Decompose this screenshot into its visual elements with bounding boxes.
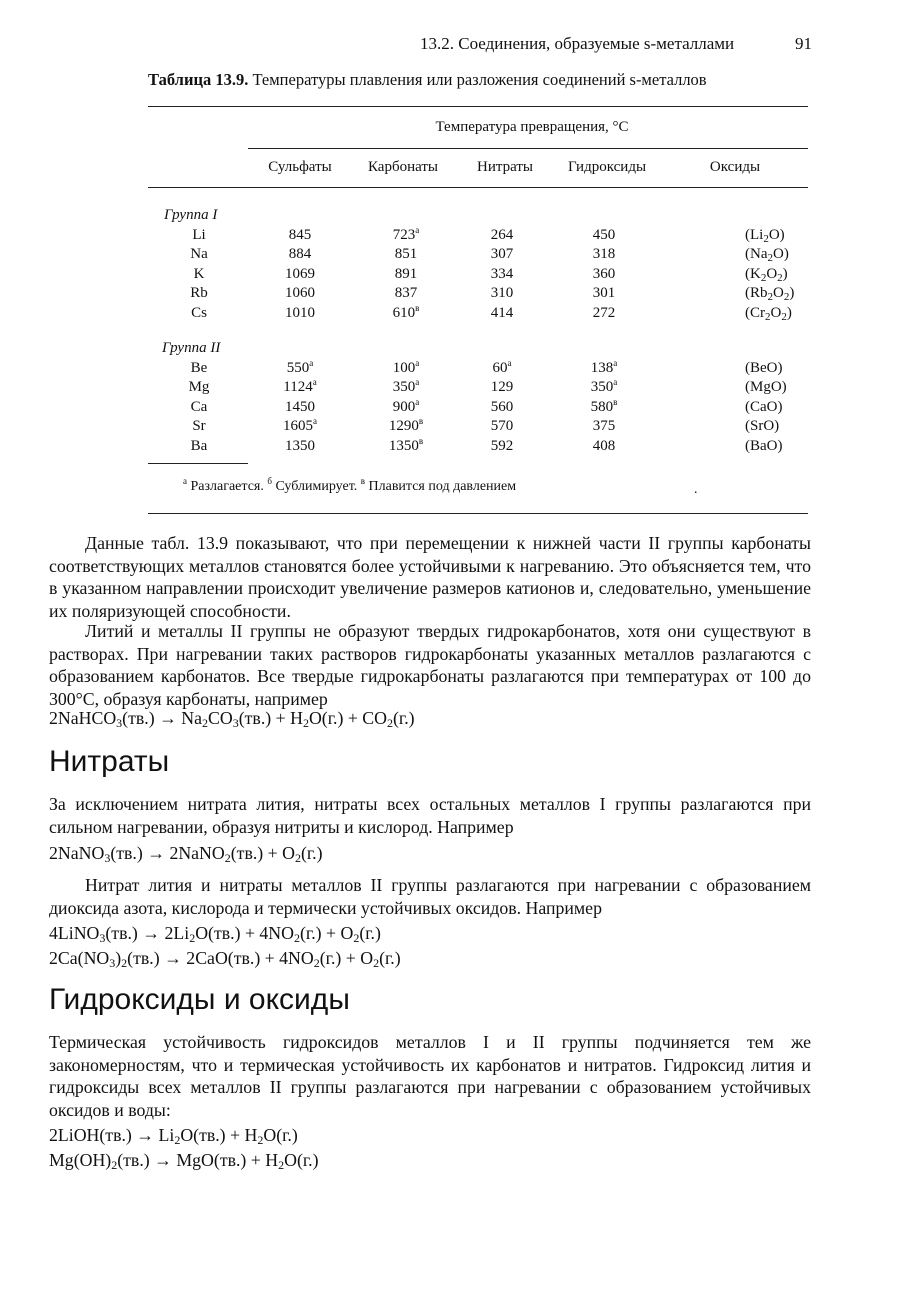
footnote-mark: а: [415, 396, 420, 407]
formula-part: (Li: [745, 226, 764, 243]
oxide-formula: [745, 398, 783, 416]
value-cell: [393, 359, 420, 377]
value-cell: [283, 378, 316, 396]
value-cell: [593, 417, 616, 435]
subscript: 2: [760, 271, 767, 284]
equation-part: O(г.): [263, 1125, 298, 1145]
oxide-formula: [745, 304, 792, 322]
subscript: 2: [767, 252, 773, 264]
equation-part: (г.): [379, 948, 401, 968]
equation: [49, 923, 381, 944]
footnote-mark: а: [312, 377, 317, 387]
paragraph-text: За исключением нитрата лития, нитраты всех остальных металлов I группы разлагаются при сильном нагревании, образуя нитриты и кислород. Например: [49, 794, 811, 837]
formula-part: O): [773, 246, 789, 262]
formula-part: ): [786, 304, 792, 321]
formula-part: (K: [745, 265, 761, 282]
equation-part: (тв.) → 2CaO(тв.) + 4NO: [127, 948, 314, 968]
element-symbol: Li: [192, 226, 206, 243]
subscript: 2: [387, 716, 393, 730]
footnote-mark-a: а: [183, 476, 187, 486]
subscript: 2: [111, 1158, 118, 1172]
value-cell: [491, 245, 514, 263]
formula-part: (Na: [745, 246, 768, 262]
column-header: Гидроксиды: [567, 159, 647, 175]
footnote-mark: а: [415, 377, 420, 387]
formula-part: O: [773, 285, 784, 301]
footnote-mark: в: [613, 396, 618, 407]
subscript: 2: [302, 716, 309, 730]
value: 375: [592, 418, 616, 434]
equation: [49, 708, 415, 729]
equation-part: (г.): [300, 843, 323, 863]
value: 592: [490, 437, 514, 454]
value: 307: [490, 246, 514, 262]
element-symbol: Mg: [188, 379, 210, 395]
value: 610: [392, 304, 416, 321]
table-header-rule: [148, 187, 808, 188]
subscript: 2: [313, 956, 320, 970]
equation-part: (тв.) → 2Li: [105, 923, 190, 943]
footnote-mark: а: [613, 357, 618, 368]
value-cell: [393, 378, 420, 396]
value-cell: [591, 378, 618, 396]
value-cell: [389, 437, 423, 455]
footnote-mark: а: [613, 377, 618, 387]
footnote-a: Разлагается.: [187, 479, 268, 494]
subscript: 2: [767, 291, 773, 303]
heading-nitrates: Нитраты: [49, 745, 170, 778]
footnote-mark: а: [507, 357, 512, 368]
value: 837: [394, 285, 418, 301]
column-header: Карбонаты: [367, 159, 439, 175]
value-cell: [593, 226, 616, 244]
value-cell: [593, 304, 616, 322]
value: 550: [286, 359, 310, 376]
subscript: 2: [174, 1133, 181, 1147]
equation-part: O(г.) + CO: [308, 708, 387, 728]
table-caption: [148, 70, 808, 90]
subscript: 2: [294, 851, 301, 865]
element-symbol: Be: [190, 359, 208, 376]
element-symbol: Na: [190, 246, 208, 262]
value: 1605: [283, 418, 313, 434]
value-cell: [491, 417, 514, 435]
subscript: 3: [116, 716, 123, 730]
table-subheader-rule: [248, 148, 808, 149]
footnote-b: Сублимирует.: [271, 479, 361, 494]
oxide-formula: [745, 226, 785, 244]
element-symbol: Ba: [190, 437, 208, 454]
value: 450: [592, 226, 616, 243]
equation-part: (тв.) → Na: [122, 708, 203, 728]
value: 360: [592, 265, 616, 282]
equation-part: (тв.) + H: [238, 708, 303, 728]
value: 570: [490, 418, 514, 434]
formula-part: (Rb: [745, 285, 768, 301]
paragraph: [49, 874, 811, 919]
equation-part: (тв.) → 2NaNO: [110, 843, 225, 863]
footnote-mark-c: в: [360, 476, 366, 486]
footnote-mark: в: [418, 416, 424, 426]
value-cell: [593, 437, 616, 455]
running-header: [420, 34, 812, 58]
value-cell: [591, 359, 618, 377]
formula-part: (BeO): [745, 359, 783, 376]
value: 350: [590, 379, 614, 395]
formula-part: (SrO): [745, 418, 780, 434]
table-super-header: Температура превращения, °C: [435, 119, 629, 135]
value: 1290: [388, 418, 419, 434]
value-cell: [491, 226, 514, 244]
equation-part: 4LiNO: [49, 923, 100, 943]
column-header: Сульфаты: [268, 159, 332, 175]
subscript: 3: [99, 931, 106, 945]
value-cell: [593, 284, 616, 302]
equation-part: (г.) + O: [300, 923, 354, 943]
value-cell: [491, 378, 514, 396]
value: 350: [392, 379, 416, 395]
value: 60: [492, 359, 508, 376]
subscript: 2: [294, 931, 300, 945]
value-cell: [493, 359, 512, 377]
value: 884: [288, 246, 312, 262]
value: 129: [490, 379, 514, 395]
value: 851: [394, 246, 418, 262]
equation-part: O(тв.) + H: [180, 1125, 258, 1145]
element-symbol: Cs: [191, 304, 207, 321]
paragraph-text: Нитрат лития и нитраты металлов II группы разлагаются при нагревании с образованием диоксида азота, кислорода и термически устойчивых оксидов. Например: [49, 875, 811, 918]
value-cell: [395, 245, 418, 263]
equation-part: CO: [208, 708, 233, 728]
paragraph-text: Термическая устойчивость гидроксидов металлов I и II группы подчиняется тем же закономерностям, что и термическая устойчивость их карбонатов и нитратов. Гидроксид лития и гидроксиды всех металлов II группы разлагаются при нагревании с образованием устойчивых оксидов и воды:: [49, 1032, 811, 1120]
value: 1350: [285, 437, 315, 454]
oxide-formula: [745, 437, 783, 455]
formula-part: ): [782, 265, 788, 282]
equation: [49, 1125, 298, 1146]
value: 138: [590, 359, 614, 376]
paragraph: [49, 620, 811, 710]
value-cell: [491, 304, 514, 322]
column-header: Нитраты: [476, 159, 534, 175]
value: 100: [392, 359, 416, 376]
equation-part: O(г.): [284, 1150, 319, 1170]
table-footnote: [183, 476, 517, 495]
element-symbol: Ca: [190, 398, 208, 415]
paragraph-text: Данные табл. 13.9 показывают, что при перемещении к нижней части II группы карбонаты соответствующих металлов становятся более устойчивыми к нагреванию. Это объясняется тем, что в указанном направлении происходит увеличение размеров катионов и, следовательно, уменьшение их поляризующей способности.: [49, 533, 811, 621]
value: 891: [394, 265, 418, 282]
table-bottom-rule: [148, 513, 808, 514]
formula-part: ): [789, 285, 795, 301]
oxide-formula: [745, 265, 788, 283]
value-cell: [491, 284, 514, 302]
footnote-mark: а: [415, 357, 420, 368]
oxide-formula: [745, 378, 787, 396]
subscript: 2: [781, 310, 787, 323]
table-caption-text: Температуры плавления или разложения соединений s-металлов: [248, 70, 707, 89]
subscript: 2: [783, 291, 790, 303]
footnote-mark: в: [415, 302, 420, 313]
value: 900: [392, 398, 416, 415]
footnote-mark-b: б: [267, 476, 272, 486]
group-label: Группа I: [164, 207, 218, 223]
value-cell: [285, 265, 315, 283]
subscript: 2: [257, 1133, 264, 1147]
footnote-mark: а: [313, 416, 317, 426]
oxide-formula: [745, 245, 789, 263]
value-cell: [393, 398, 420, 416]
element-symbol: Sr: [192, 418, 206, 434]
value-cell: [289, 245, 312, 263]
equation-part: (г.): [359, 923, 381, 943]
value: 723: [392, 226, 416, 243]
value-cell: [289, 226, 312, 244]
value: 301: [592, 285, 616, 301]
element-symbol: K: [193, 265, 205, 282]
value: 272: [592, 304, 616, 321]
table-caption-label: Таблица 13.9.: [148, 70, 249, 89]
formula-part: (BaO): [745, 437, 783, 454]
footnote-c: Плавится под давлением: [365, 479, 517, 494]
formula-part: O: [766, 265, 778, 282]
value-cell: [285, 284, 315, 302]
subscript: 2: [121, 956, 128, 970]
footnote-rule: [148, 463, 248, 464]
value: 1350: [388, 437, 419, 454]
paragraph: [49, 793, 811, 838]
formula-part: (Cr: [745, 304, 765, 321]
formula-part: O): [768, 226, 785, 243]
subscript: 2: [765, 310, 771, 323]
equation-part: ): [115, 948, 122, 968]
heading-hydroxides-oxides: Гидроксиды и оксиды: [49, 983, 350, 1016]
value: 1124: [283, 379, 313, 395]
paragraph-text: Литий и металлы II группы не образуют твердых гидрокарбонатов, хотя они существуют в растворах. При нагревании таких растворов гидрокарбонаты указанных металлов разлагаются с образованием карбонатов. Все твердые гидрокарбонаты разлагаются при температурах от 100 до 300°С, образуя карбонаты, например: [49, 621, 811, 709]
subscript: 3: [232, 716, 239, 730]
equation-part: O(тв.) + 4NO: [195, 923, 294, 943]
value-cell: [287, 359, 314, 377]
oxide-formula: [745, 359, 783, 377]
value-cell: [285, 437, 315, 455]
equation: [49, 1150, 319, 1171]
oxide-formula: [745, 284, 794, 302]
value-cell: [593, 265, 616, 283]
value: 408: [592, 437, 616, 454]
equation: [49, 843, 323, 864]
value: 580: [590, 398, 614, 415]
value: 845: [288, 226, 312, 243]
value-cell: [491, 265, 514, 283]
value: 310: [490, 285, 514, 301]
value-cell: [393, 304, 420, 322]
subscript: 2: [777, 271, 783, 284]
formula-part: (CaO): [745, 398, 783, 415]
value: 264: [490, 226, 514, 243]
equation-part: (г.): [393, 708, 415, 728]
subscript: 2: [202, 716, 209, 730]
section-title: 13.2. Соединения, образуемые s-металлами: [420, 34, 735, 53]
value-cell: [395, 284, 418, 302]
footnote-mark: а: [309, 357, 314, 368]
value: 334: [490, 265, 514, 282]
equation-part: 2LiOH(тв.) → Li: [49, 1125, 175, 1145]
value: 1060: [285, 285, 315, 301]
footnote-mark: в: [418, 435, 424, 446]
equation-part: (г.) + O: [319, 948, 374, 968]
table-top-rule: [148, 106, 808, 107]
equation-part: Mg(OH): [49, 1150, 112, 1170]
equation-part: 2NaNO: [49, 843, 105, 863]
subscript: 2: [353, 931, 360, 945]
page-number: 91: [795, 34, 812, 53]
equation-part: 2NaHCO: [49, 708, 117, 728]
value: 1010: [285, 304, 315, 321]
equation-part: (тв.) + O: [230, 843, 295, 863]
subscript: 2: [373, 956, 380, 970]
value: 1069: [285, 265, 315, 282]
equation-part: 2Ca(NO: [49, 948, 110, 968]
value-cell: [389, 417, 423, 435]
value: 414: [490, 304, 514, 321]
subscript: 2: [763, 232, 769, 245]
column-header: Оксиды: [709, 159, 761, 175]
formula-part: (MgO): [745, 379, 787, 395]
subscript: 2: [189, 931, 196, 945]
value-cell: [395, 265, 418, 283]
value-cell: [285, 304, 315, 322]
value-cell: [285, 398, 315, 416]
value: 560: [490, 398, 514, 415]
footnote-dot: .: [694, 482, 698, 497]
value: 318: [592, 246, 616, 262]
paragraph: [49, 532, 811, 622]
value-cell: [393, 226, 420, 244]
subscript: 2: [224, 851, 231, 865]
value-cell: [491, 398, 514, 416]
oxide-formula: [745, 417, 779, 435]
subscript: 2: [278, 1158, 285, 1172]
subscript: 3: [109, 956, 116, 970]
value: 1450: [285, 398, 315, 415]
subscript: 3: [104, 851, 111, 865]
value-cell: [591, 398, 618, 416]
group-label: Группа II: [162, 340, 221, 356]
equation: [49, 948, 401, 969]
value-cell: [283, 417, 317, 435]
equation-part: (тв.) → MgO(тв.) + H: [117, 1150, 279, 1170]
paragraph: [49, 1031, 811, 1121]
value-cell: [593, 245, 616, 263]
footnote-mark: а: [415, 224, 420, 235]
element-symbol: Rb: [190, 285, 208, 301]
formula-part: O: [770, 304, 782, 321]
value-cell: [491, 437, 514, 455]
